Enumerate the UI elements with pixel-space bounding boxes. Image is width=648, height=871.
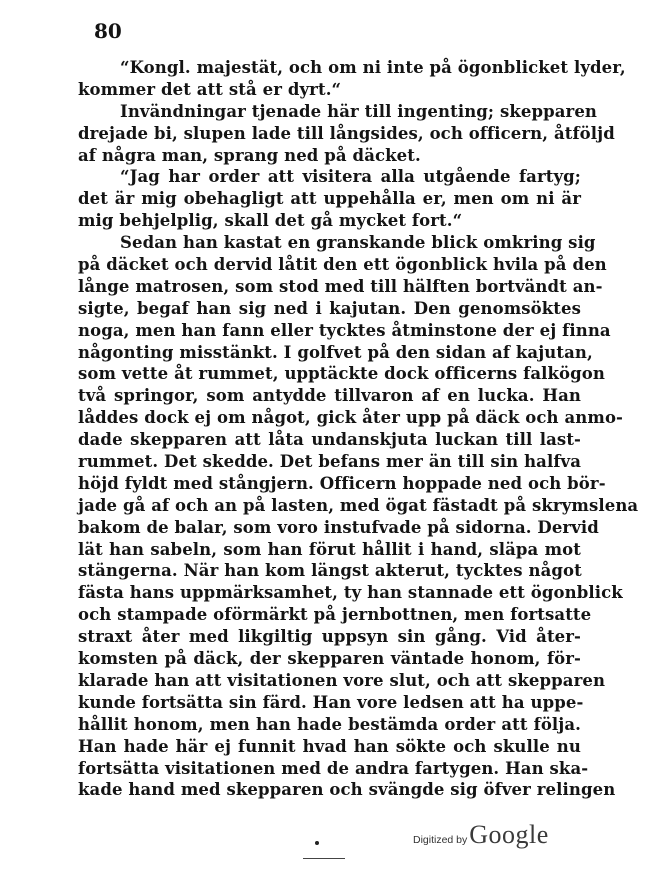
text-line: noga, men han fann eller tycktes åtminstone der ej finna xyxy=(78,320,611,340)
text-line: af några man, sprang ned på däcket. xyxy=(78,145,421,165)
text-line: kade hand med skepparen och svängde sig öfver relingen xyxy=(78,780,616,800)
text-line: och stampade oförmärkt på jernbottnen, men fortsatte xyxy=(78,605,592,625)
text-line: mig behjelplig, skall det gå mycket fort.“ xyxy=(78,211,463,231)
digitized-prefix: Digitized by xyxy=(413,834,468,846)
google-logo: Google xyxy=(469,820,549,849)
text-line: två springor, som antydde tillvaron af en lucka. Han xyxy=(78,386,581,406)
text-line: lät han sabeln, som han förut hållit i hand, släpa mot xyxy=(78,539,581,559)
text-line: drejade bi, slupen lade till långsides, och officern, åtföljd xyxy=(78,123,615,143)
text-line: kunde fortsätta sin färd. Han vore ledsen att ha uppe- xyxy=(78,692,584,712)
text-line: långe matrosen, som stod med till hälften bortvändt an- xyxy=(78,276,603,296)
text-line: fästa hans uppmärksamhet, ty han stannade ett ögonblick xyxy=(78,583,623,603)
text-line: stängerna. När han kom längst akterut, tycktes något xyxy=(78,561,582,581)
text-line: sigte, begaf han sig ned i kajutan. Den genomsöktes xyxy=(78,298,581,318)
text-line: dade skepparen att låta undanskjuta luckan till last- xyxy=(78,430,581,450)
text-line: rummet. Det skedde. Det befans mer än till sin halfva xyxy=(78,452,581,472)
text-line: Invändningar tjenade här till ingenting; skepparen xyxy=(120,101,598,121)
text-line: låddes dock ej om något, gick åter upp på däck och anmo- xyxy=(78,408,623,428)
text-line: “Jag har order att visitera alla utgående fartyg; xyxy=(120,167,581,187)
text-line: kommer det att stå er dyrt.“ xyxy=(78,79,342,99)
text-line: klarade han att visitationen vore slut, och att skepparen xyxy=(78,670,606,690)
text-line: Sedan han kastat en granskande blick omkring sig xyxy=(120,233,596,253)
text-line: hållit honom, men han hade bestämda order att följa. xyxy=(78,714,581,734)
text-line: som vette åt rummet, upptäckte dock officerns falkögon xyxy=(78,364,606,384)
text-line: på däcket och dervid låtit den ett ögonblick hvila på den xyxy=(78,255,607,275)
text-line: någonting misstänkt. I golfvet på den sidan af kajutan, xyxy=(78,342,593,362)
text-line: jade gå af och an på lasten, med ögat fästadt på skrymslena xyxy=(78,495,639,515)
scan-mark-rule xyxy=(303,858,345,859)
text-line: bakom de balar, som voro instufvade på sidorna. Dervid xyxy=(78,517,599,537)
body-text xyxy=(78,57,639,801)
text-line: Han hade här ej funnit hvad han sökte och skulle nu xyxy=(78,736,581,756)
digitized-watermark xyxy=(413,820,549,850)
text-line: komsten på däck, der skepparen väntade honom, för- xyxy=(78,649,581,669)
text-line: straxt åter med likgiltig uppsyn sin gång. Vid åter- xyxy=(78,627,581,647)
text-line: fortsätta visitationen med de andra fartygen. Han ska- xyxy=(78,758,589,778)
page-number: 80 xyxy=(94,19,122,43)
text-line: “Kongl. majestät, och om ni inte på ögonblicket lyder, xyxy=(120,58,626,77)
text-line: höjd fyldt med stångjern. Officern hoppade ned och bör- xyxy=(78,473,606,493)
text-line: det är mig obehagligt att uppehålla er, men om ni är xyxy=(78,189,581,209)
scan-mark-dot xyxy=(315,841,319,845)
